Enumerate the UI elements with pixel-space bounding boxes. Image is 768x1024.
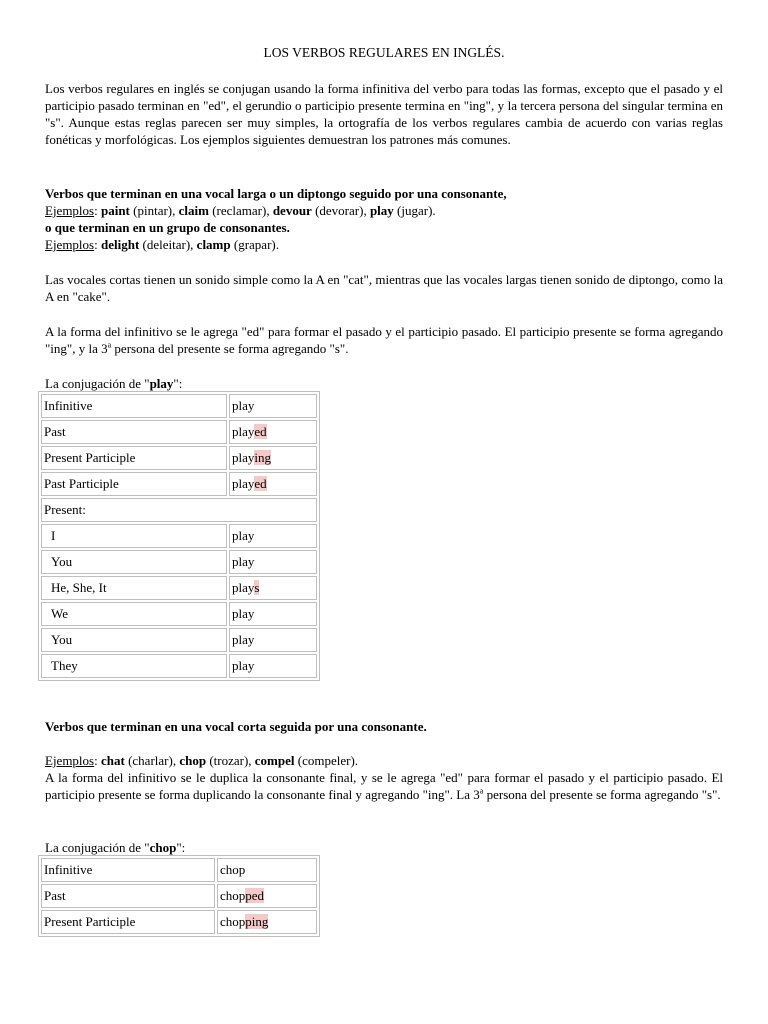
table-row-present-header: Present: — [41, 498, 317, 522]
section2-rule: A la forma del infinitivo se le duplica la consonante final, y se le agrega "ed" para formar el pasado y el participio pasado. El participio presente se forma duplicando la consonante final y agregando "ing". La 3$^a$ persona del presente se forma agregando "s". — [45, 770, 723, 802]
table-row: He, She, It plays — [41, 576, 317, 600]
section1-rule: A la forma del infinitivo se le agrega "ed" para formar el pasado y el participio pasado. El participio presente se forma agregando "ing", y la 3$^a$ persona del presente se forma agregando "s". — [45, 324, 723, 356]
table-row: Infinitive play — [41, 394, 317, 418]
table-row: You play — [41, 628, 317, 652]
section2-heading: Verbos que terminan en una vocal corta seguida por una consonante. — [45, 719, 427, 734]
table-row: They play — [41, 654, 317, 678]
table-row: Past Participle played — [41, 472, 317, 496]
section1-subheading: o que terminan en un grupo de consonantes. — [45, 220, 290, 235]
page-title: LOS VERBOS REGULARES EN INGLÉS. — [263, 45, 505, 60]
play-conjugation-label: La conjugación de "play": — [45, 376, 183, 391]
play-conjugation-table — [38, 391, 320, 681]
table-row: Past chopped — [41, 884, 317, 908]
table-row: Present Participle chopping — [41, 910, 317, 934]
table-row: Past played — [41, 420, 317, 444]
section1-examples-line-2: Ejemplos: delight (deleitar), clamp (grapar). — [45, 237, 279, 252]
table-row: Present Participle playing — [41, 446, 317, 470]
section1-heading: Verbos que terminan en una vocal larga o un diptongo seguido por una consonante, — [45, 186, 507, 201]
table-row: I play — [41, 524, 317, 548]
chop-conjugation-label: La conjugación de "chop": — [45, 840, 186, 855]
table-row: You play — [41, 550, 317, 574]
section2-examples-line: Ejemplos: chat (charlar), chop (trozar), compel (compeler). — [45, 753, 359, 768]
intro-paragraph: Los verbos regulares en inglés se conjugan usando la forma infinitiva del verbo para todas las formas, excepto que el pasado y el participio pasado terminan en "ed", el gerundio o participio presente termina en "ing", y la tercera persona del singular termina en "s". Aunque estas reglas parecen ser muy simples, la ortografía de los verbos regulares cambia de acuerdo con varias reglas fonéticas y morfológicas. Los ejemplos siguientes demuestran los patrones más comunes. — [45, 81, 723, 147]
table-row: Infinitive chop — [41, 858, 317, 882]
chop-conjugation-table — [38, 855, 320, 937]
table-row: We play — [41, 602, 317, 626]
section1-examples-line-1: Ejemplos: paint (pintar), claim (reclamar), devour (devorar), play (jugar). — [45, 203, 436, 218]
vowels-note: Las vocales cortas tienen un sonido simple como la A en "cat", mientras que las vocales largas tienen sonido de diptongo, como la A en "cake". — [45, 272, 723, 304]
